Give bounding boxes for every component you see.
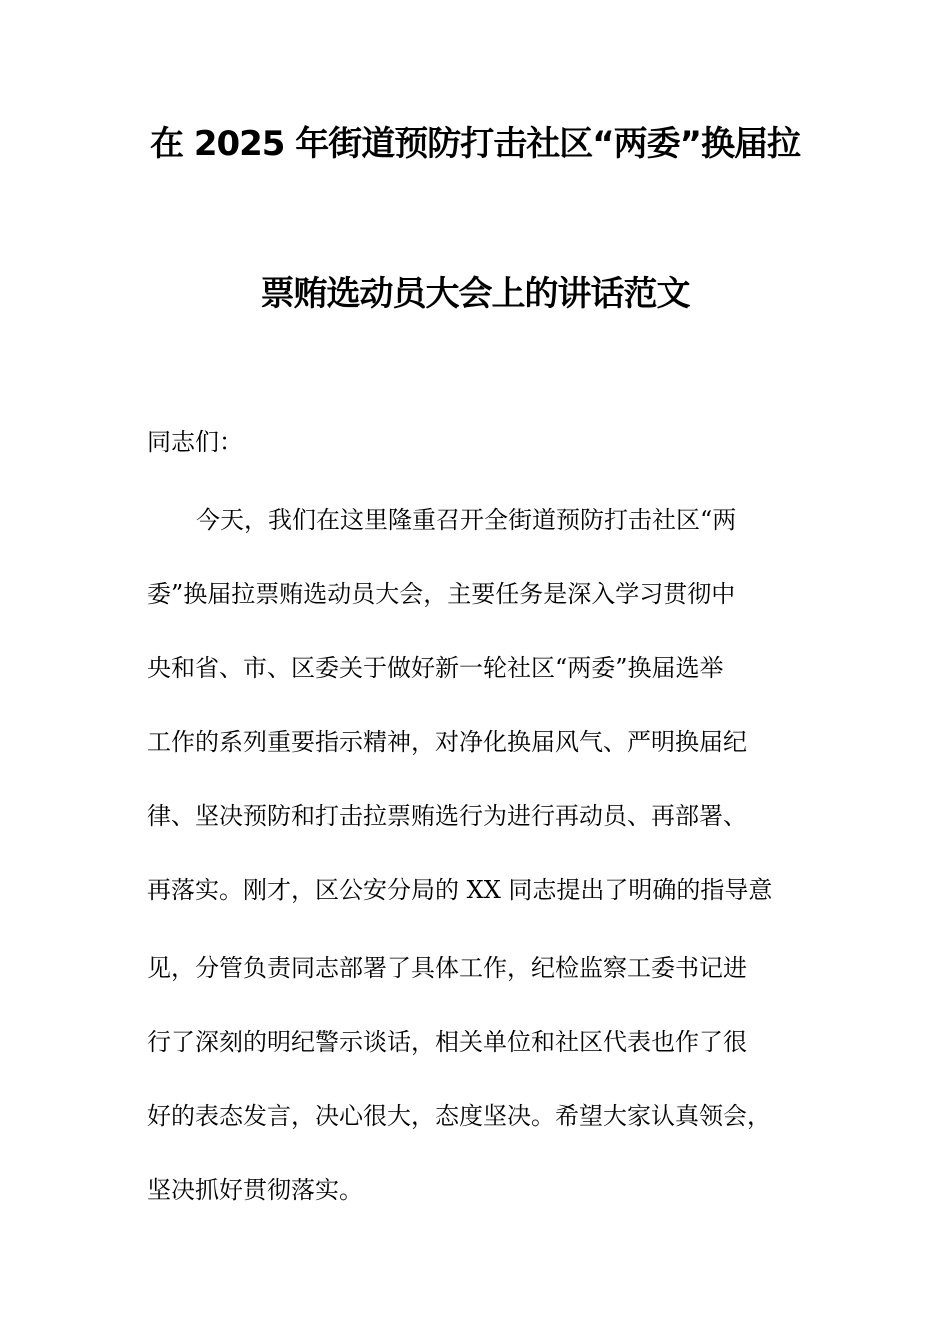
paragraph-line: 好的表态发言，决心很大，态度坚决。希望大家认真领会，	[147, 1102, 771, 1130]
greeting: 同志们：	[147, 428, 243, 456]
title-line-2: 票贿选动员大会上的讲话范文	[260, 274, 690, 314]
paragraph-line: 今天，我们在这里隆重召开全街道预防打击社区“两	[196, 506, 737, 534]
paragraph-line: 央和省、市、区委关于做好新一轮社区“两委”换届选举	[147, 654, 724, 682]
paragraph-line: 工作的系列重要指示精神，对净化换届风气、严明换届纪	[147, 728, 747, 756]
paragraph-line: 律、坚决预防和打击拉票贿选行为进行再动员、再部署、	[147, 802, 747, 830]
paragraph-line: 坚决抓好贯彻落实。	[147, 1176, 363, 1204]
paragraph-line: 再落实。刚才，区公安分局的 XX 同志提出了明确的指导意	[147, 876, 773, 904]
title-line-1: 在 2025 年街道预防打击社区“两委”换届拉	[150, 124, 800, 164]
paragraph-line: 见，分管负责同志部署了具体工作，纪检监察工委书记进	[147, 954, 747, 982]
paragraph-line: 行了深刻的明纪警示谈话，相关单位和社区代表也作了很	[147, 1028, 747, 1056]
paragraph-line: 委”换届拉票贿选动员大会，主要任务是深入学习贯彻中	[147, 580, 736, 608]
